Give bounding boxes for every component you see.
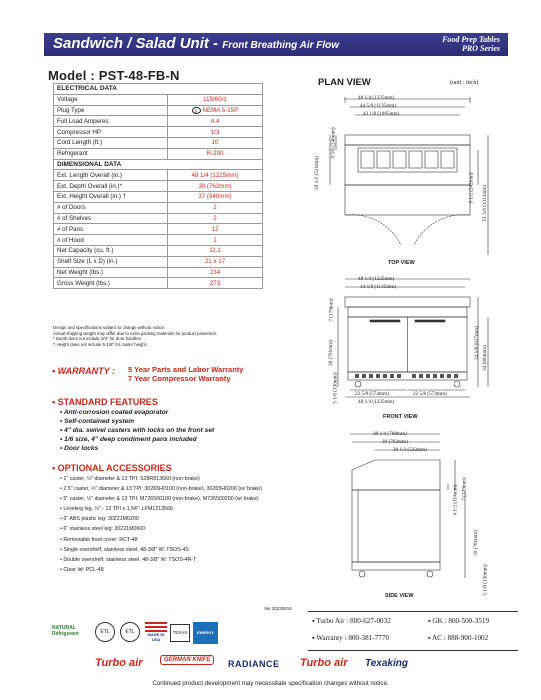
list-item: • 4" dia. swivel casters with locks on the front set (60, 427, 215, 434)
dim-label: 48 1/4 (1225mm) (358, 95, 395, 101)
dim-label: 30 (762mm) (382, 439, 408, 445)
list-item: • 6" stainless steel leg: 30221M0600 (60, 526, 146, 533)
dim-label: 9 5/8 (246mm) (330, 127, 337, 159)
texaking-logo: Texaking (365, 658, 408, 669)
dim-label: 5 1/8 (130mm) (482, 564, 489, 596)
spec-label: Plug Type (54, 105, 168, 116)
spec-label: # of Doors (54, 202, 168, 213)
table-row (54, 202, 263, 213)
table-row (54, 105, 263, 116)
dim-label: 34 (864mm) (481, 345, 488, 371)
list-item: • Door locks (60, 445, 99, 452)
plug-icon: || (192, 107, 201, 114)
dim-label: 43 1/8 (1095mm) (363, 111, 400, 117)
accessories-list (60, 474, 262, 575)
list-item: • 1" caster, ½" diameter & 13 TPI: S28R813660 (non-brake) (60, 476, 200, 482)
flag-icon (145, 622, 167, 632)
contact-turbo-air: ▪ Turbo Air : 800-627-0032 (312, 617, 391, 625)
spec-label: Compressor HP (54, 127, 168, 138)
spec-label: # of Hood (54, 235, 168, 246)
footer-disclaimer: Continued product development may necessitate specification changes without notice. (152, 680, 389, 687)
spec-value: 234 (168, 267, 263, 278)
dim-label: 44 5/8 (1135mm) (360, 284, 397, 290)
spec-value: 273 (168, 278, 263, 289)
spec-label: Ext. Height Overall (in.) † (54, 191, 168, 202)
front-view-label: FRONT VIEW (383, 414, 418, 420)
list-item: • Clear lid: PCL-48 (60, 566, 104, 573)
table-row (54, 278, 263, 289)
dim-label: 51 5/8 (1312mm) (482, 184, 489, 222)
dim-label: 24 5/8 (627mm) (473, 326, 480, 360)
note-line: † Height does not include 5-1/8" for caster height. (53, 341, 148, 347)
dim-label: 48 1/4 (1225mm) (358, 399, 395, 405)
contact-ac: ▪ AC : 888-900-1002 (428, 634, 489, 642)
natural-refrigerant-logo (52, 625, 92, 645)
list-item: • Anti-corrosion coated evaporator (60, 409, 169, 416)
model-label: Model : PST-48-FB-N (48, 68, 180, 83)
dim-label: 5 1/8 (130mm) (332, 372, 339, 404)
list-item: • Self-contained system (60, 418, 135, 425)
spec-value (168, 105, 263, 116)
dim-label: 30 (761mm) (327, 340, 334, 366)
warranty-line-1: 5 Year Parts and Labor Warranty (128, 365, 244, 374)
spec-label: Gross Weight (lbs.) (54, 278, 168, 289)
dim-label: 20 1/2 (522mm) (393, 447, 427, 453)
unit-label: (unit : inch) (450, 80, 479, 86)
made-in-usa-logo (145, 622, 167, 646)
german-knife-logo: GERMAN KNIFE (160, 655, 214, 665)
list-item: • Leveling leg, ½" - 13 TPI x 1.54": LFM1213566 (60, 506, 173, 513)
table-row (54, 245, 263, 256)
spec-value: 2 (168, 202, 263, 213)
page-title (53, 35, 339, 52)
electrical-heading: ELECTRICAL DATA (54, 84, 263, 95)
spec-value: 115/60/1 (168, 94, 263, 105)
table-row (54, 116, 263, 127)
dim-label: 48 1/4 (1225mm) (358, 276, 395, 282)
subtitle-text: Front Breathing Air Flow (222, 40, 340, 51)
dim-label: 4 1/2 (114mm) (452, 484, 459, 516)
contact-warranty: ▪ Warranty : 800-381-7770 (312, 634, 390, 642)
spec-value: 37 (940mm) (168, 191, 263, 202)
series-line-2: PRO Series (462, 44, 500, 53)
spec-value: 1/3 (168, 127, 263, 138)
spec-value: 48 1/4 (1225mm) (168, 170, 263, 181)
list-item: • 6" ABS plastic leg: 30221M0200 (60, 516, 139, 523)
table-row (54, 137, 263, 148)
natural-refrigerant-text: NATURAL Refrigerant (52, 625, 79, 637)
etl-sanitation-logo: ETL (120, 622, 140, 642)
spec-value: 2 (168, 213, 263, 224)
spec-value: 1 (168, 235, 263, 246)
series-line-1: Food Prep Tables (442, 35, 500, 44)
table-row (54, 213, 263, 224)
contact-gk: ▪ GK : 800-500-3519 (428, 617, 490, 625)
spec-value: 12 (168, 224, 263, 235)
note-line: Design and specifications subject to change without notice. (53, 325, 166, 330)
list-item: • Single overshelf, stainless steel, 48-3/8" W: TSOS-4S (60, 546, 189, 553)
plug-value: NEMA 5-15P (202, 107, 239, 115)
spec-value: 21 x 17 (168, 256, 263, 267)
made-in-usa-text: MADE IN USA (147, 632, 165, 642)
list-item: • 5" caster, ½" diameter & 13 TPI: M726500100 (non-brake), M726500200 (w/ brake) (60, 496, 259, 503)
dim-label: 44 5/8 (1135mm) (360, 103, 397, 109)
dim-label: 30 1/4 (768mm) (373, 431, 407, 437)
table-row (54, 181, 263, 192)
table-row (54, 148, 263, 159)
spec-label: Voltage (54, 94, 168, 105)
spec-label: Full Load Amperes (54, 116, 168, 127)
features-heading: • STANDARD FEATURES (52, 397, 158, 407)
spec-label: Refrigerant (54, 148, 168, 159)
table-row (54, 94, 263, 105)
version-label: Ver.20230816 (264, 606, 292, 611)
list-item: • 1/6 size, 4" deep condiment pans included (60, 436, 197, 443)
dim-label: 22 5/8 (574mm) (413, 391, 447, 397)
dim-label: 20 1/2 (521mm) (313, 156, 320, 190)
warranty-line-2: 7 Year Compressor Warranty (128, 374, 231, 383)
spec-label: Cord Length (ft.) (54, 137, 168, 148)
warranty-details (128, 365, 243, 383)
spec-value: R-290 (168, 148, 263, 159)
top-view-label: TOP VIEW (388, 260, 415, 266)
header-banner (44, 33, 508, 56)
spec-value: 30 (762mm) (168, 181, 263, 192)
note-line: Actual shipping weight may differ due to extra packing materials for product protection. (53, 330, 218, 336)
list-item: • Removable food cover: RCT-48 (60, 536, 138, 543)
spec-value: 11.1 (168, 245, 263, 256)
spec-label: # of Shelves (54, 213, 168, 224)
dim-label: 7 (179mm) (328, 298, 335, 322)
features-list (60, 408, 214, 453)
turbo-air-logo-2: Turbo air (300, 657, 348, 669)
energy-star-logo: ENERGY STAR (193, 622, 218, 644)
spec-table (53, 83, 263, 289)
table-row (54, 256, 263, 267)
table-row (54, 224, 263, 235)
spec-value: 4.4 (168, 116, 263, 127)
accessories-heading: • OPTIONAL ACCESSORIES (52, 463, 172, 473)
side-view-label: SIDE VIEW (385, 593, 414, 599)
dim-label: 30 (761mm) (472, 530, 479, 556)
turbo-air-logo: Turbo air (95, 657, 143, 669)
spec-label: Ext. Length Overall (in.) (54, 170, 168, 181)
top-view-drawing (300, 95, 520, 265)
warranty-label: • WARRANTY : (52, 366, 115, 376)
plan-view-title: PLAN VIEW (318, 77, 371, 88)
dim-label: 7 (179mm) (461, 477, 468, 501)
table-row (54, 191, 263, 202)
table-row (54, 235, 263, 246)
series-label (442, 35, 500, 53)
spec-label: Ext. Depth Overall (in.)* (54, 181, 168, 192)
dimensional-heading: DIMENSIONAL DATA (54, 159, 263, 170)
dim-label: 22 5/8 (574mm) (355, 391, 389, 397)
note-line: * Depth does not include 3/4" for door handles. (53, 336, 142, 342)
spec-label: Shelf Size (L x D) (in.) (54, 256, 168, 267)
spec-value: 10 (168, 137, 263, 148)
list-item: • 2.5" caster, ½" diameter & 13 TPI: 30265H0100 (non-brake), 30265H0200 (w/ brake) (60, 486, 262, 493)
table-row (54, 267, 263, 278)
radiance-logo: RADIANCE (228, 659, 280, 669)
table-row (54, 170, 263, 181)
spec-label: Net Capacity (cu. ft.) (54, 245, 168, 256)
spec-notes (53, 325, 217, 347)
spec-label: # of Pans (54, 224, 168, 235)
contact-box (308, 611, 518, 651)
texas-logo: TEXAS (170, 624, 190, 642)
list-item: • Double overshelf, stainless steel, 48-3/8" W: TSOS-4R-T (60, 556, 197, 563)
spec-label: Net Weight (lbs.) (54, 267, 168, 278)
dim-label: 9 1/2 (242mm) (468, 172, 475, 204)
table-row (54, 127, 263, 138)
etl-logo: ETL (95, 622, 115, 642)
title-text: Sandwich / Salad Unit - (53, 35, 219, 52)
